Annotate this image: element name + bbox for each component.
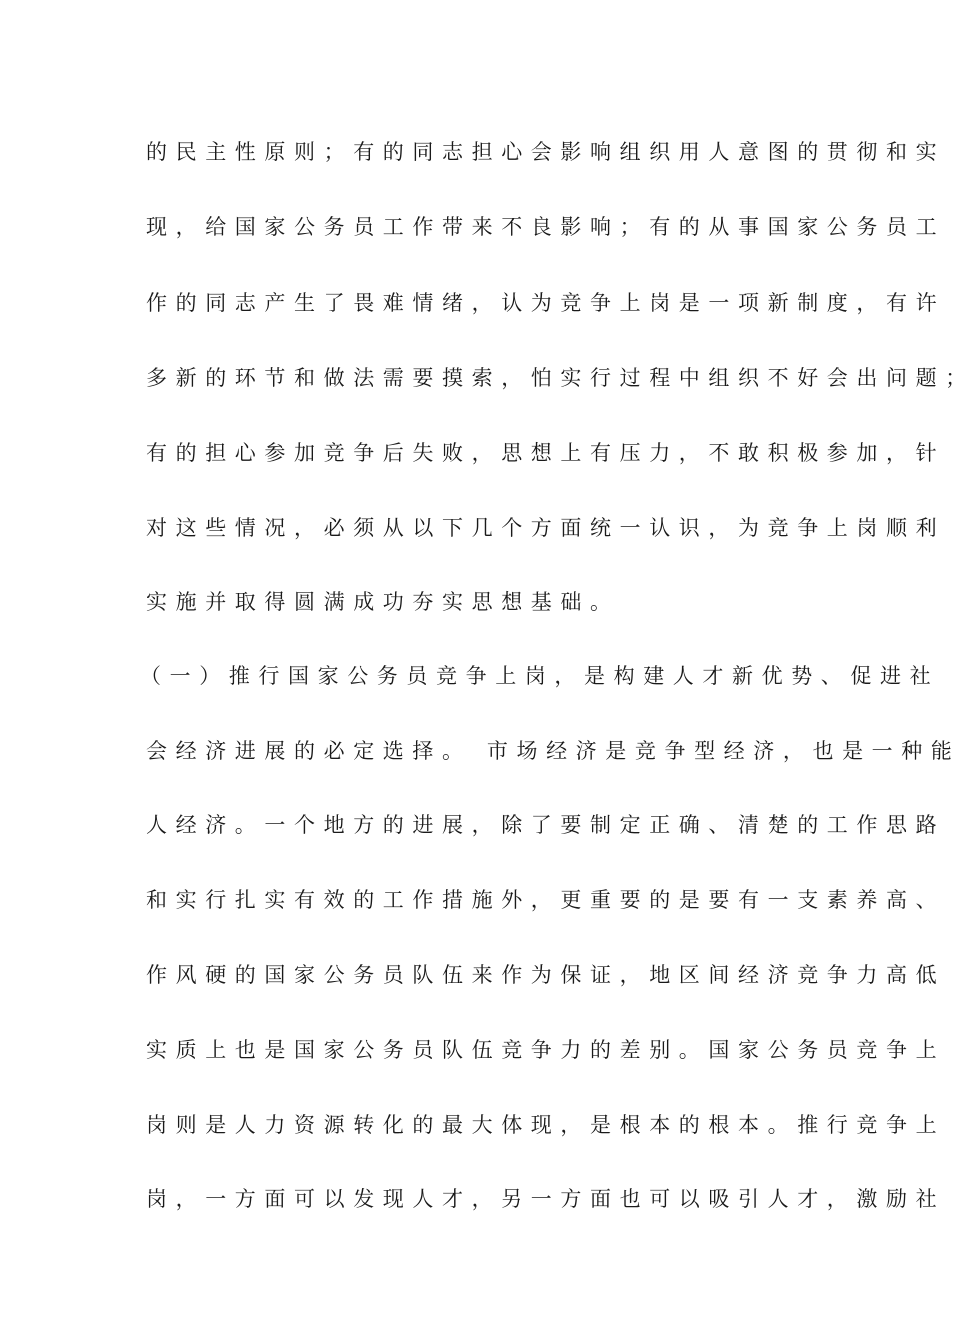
text-line-12: 作风硬的国家公务员队伍来作为保证，地区间经济竞争力高低	[146, 963, 946, 987]
text-line-6: 对这些情况，必须从以下几个方面统一认识，为竞争上岗顺利	[146, 516, 946, 540]
text-line-15: 岗，一方面可以发现人才，另一方面也可以吸引人才，激励社	[146, 1187, 946, 1211]
text-line-3: 作的同志产生了畏难情绪，认为竞争上岗是一项新制度，有许	[146, 291, 946, 315]
text-line-5: 有的担心参加竞争后失败，思想上有压力，不敢积极参加，针	[146, 441, 946, 465]
text-line-2: 现，给国家公务员工作带来不良影响；有的从事国家公务员工	[146, 215, 946, 239]
text-line-14: 岗则是人力资源转化的最大体现，是根本的根本。推行竞争上	[146, 1113, 946, 1137]
text-line-1: 的民主性原则；有的同志担心会影响组织用人意图的贯彻和实	[146, 140, 946, 164]
text-line-11: 和实行扎实有效的工作措施外，更重要的是要有一支素养高、	[146, 888, 946, 912]
text-line-4: 多新的环节和做法需要摸索，怕实行过程中组织不好会出问题；	[146, 366, 975, 390]
text-line-7: 实施并取得圆满成功夯实思想基础。	[146, 590, 620, 614]
text-line-10: 人经济。一个地方的进展，除了要制定正确、清楚的工作思路	[146, 813, 946, 837]
text-line-13: 实质上也是国家公务员队伍竞争力的差别。国家公务员竞争上	[146, 1038, 946, 1062]
text-line-9: 会经济进展的必定选择。 市场经济是竞争型经济，也是一种能	[146, 739, 961, 763]
section-heading-line: （一）推行国家公务员竞争上岗，是构建人才新优势、促进社	[140, 664, 940, 688]
